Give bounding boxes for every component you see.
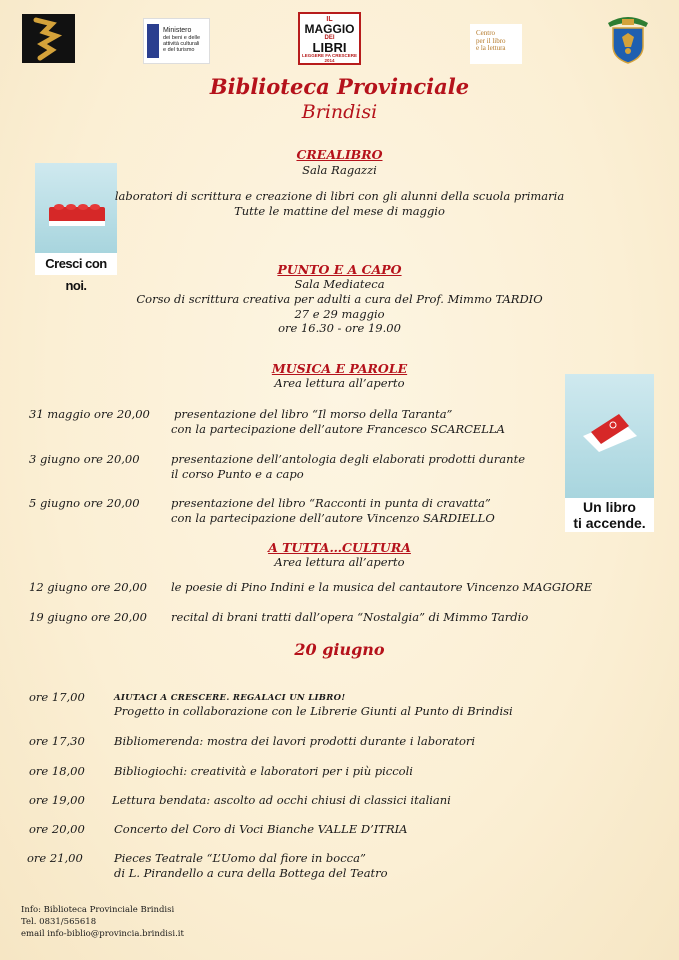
footer-info xyxy=(21,904,184,940)
event-desc: le poesie di Pino Indini e la musica del cantautore Vincenzo MAGGIORE xyxy=(171,580,593,594)
crealibro-desc: laboratori di scrittura e creazione di libri con gli alunni della scuola primaria xyxy=(114,189,565,203)
centro-libro-logo: Centro per il libro e la lettura xyxy=(470,24,522,64)
event-desc: Concerto del Coro di Voci Bianche VALLE D’ITRIA xyxy=(114,822,408,836)
event-desc: di L. Pirandello a cura della Bottega del Teatro xyxy=(114,866,388,880)
event-time: ore 18,00 xyxy=(29,764,85,778)
event-desc: con la partecipazione dell’autore Vincenzo SARDIELLO xyxy=(171,511,495,525)
section-title-crealibro: CREALIBRO xyxy=(296,147,383,162)
footer-library: Info: Biblioteca Provinciale Brindisi xyxy=(21,905,175,915)
punto-place: Sala Mediateca xyxy=(294,277,385,291)
event-date: 12 giugno ore 20,00 xyxy=(29,580,147,594)
event-desc: Progetto in collaborazione con le Librerie Giunti al Punto di Brindisi xyxy=(114,704,513,718)
promo-caption: Cresci con noi. xyxy=(35,253,117,275)
event-desc: Pieces Teatrale “L’Uomo dal fiore in bocca” xyxy=(114,851,366,865)
section-title-cultura: A TUTTA…CULTURA xyxy=(268,540,411,555)
event-time: ore 17,30 xyxy=(29,734,85,748)
promo-cresci-con-noi xyxy=(35,163,117,293)
musica-place: Area lettura all’aperto xyxy=(274,376,405,390)
crealibro-schedule: Tutte le mattine del mese di maggio xyxy=(234,204,445,218)
maggio-dei-libri-logo: IL MAGGIO DEI LIBRI LEGGERE FA CRESCERE 2014 xyxy=(298,12,361,65)
ministero-logo: Ministero dei beni e delle attività culturali e del turismo xyxy=(143,18,210,64)
cultura-place: Area lettura all’aperto xyxy=(274,555,405,569)
event-time: ore 20,00 xyxy=(29,822,85,836)
event-desc: il corso Punto e a capo xyxy=(171,467,304,481)
event-date: 19 giugno ore 20,00 xyxy=(29,610,147,624)
event-desc: con la partecipazione dell’autore Francesco SCARCELLA xyxy=(171,422,505,436)
event-desc: presentazione del libro “Il morso della Taranta” xyxy=(174,407,453,421)
event-desc: Lettura bendata: ascolto ad occhi chiusi di classici italiani xyxy=(112,793,451,807)
section-title-punto: PUNTO E A CAPO xyxy=(277,262,402,277)
event-time: ore 21,00 xyxy=(27,851,83,865)
event-desc: Bibliomerenda: mostra dei lavori prodotti durante i laboratori xyxy=(114,734,476,748)
event-date: 3 giugno ore 20,00 xyxy=(29,452,140,466)
section-title-musica: MUSICA E PAROLE xyxy=(271,361,408,376)
section-title-20-giugno: 20 giugno xyxy=(294,640,385,659)
province-crest-icon xyxy=(602,13,654,65)
event-desc: Bibliogiochi: creatività e laboratori per i più piccoli xyxy=(114,764,413,778)
library-logo xyxy=(22,14,75,63)
punto-hours: ore 16.30 - ore 19.00 xyxy=(278,321,401,335)
crealibro-place: Sala Ragazzi xyxy=(302,163,377,177)
event-desc: presentazione dell’antologia degli elaborati prodotti durante xyxy=(171,452,525,466)
page-subtitle: Brindisi xyxy=(301,101,378,123)
event-desc: AIUTACI A CRESCERE. REGALACI UN LIBRO! xyxy=(114,693,346,703)
switch-book-image xyxy=(565,374,654,498)
event-date: 31 maggio ore 20,00 xyxy=(29,407,150,421)
footer-phone: Tel. 0831/565618 xyxy=(21,917,97,927)
footer-email: email info-biblio@provincia.brindisi.it xyxy=(21,929,184,939)
event-time: ore 19,00 xyxy=(29,793,85,807)
event-date: 5 giugno ore 20,00 xyxy=(29,496,140,510)
punto-desc: Corso di scrittura creativa per adulti a cura del Prof. Mimmo TARDIO xyxy=(136,292,543,306)
punto-dates: 27 e 29 maggio xyxy=(294,307,385,321)
page-title: Biblioteca Provinciale xyxy=(209,74,470,99)
promo-un-libro-ti-accende xyxy=(565,374,654,532)
event-time: ore 17,00 xyxy=(29,690,85,704)
promo-caption-2: Un libro ti accende. xyxy=(565,498,654,532)
event-desc: presentazione del libro “Racconti in punta di cravatta” xyxy=(171,496,491,510)
event-desc: recital di brani tratti dall’opera “Nostalgia” di Mimmo Tardio xyxy=(171,610,529,624)
